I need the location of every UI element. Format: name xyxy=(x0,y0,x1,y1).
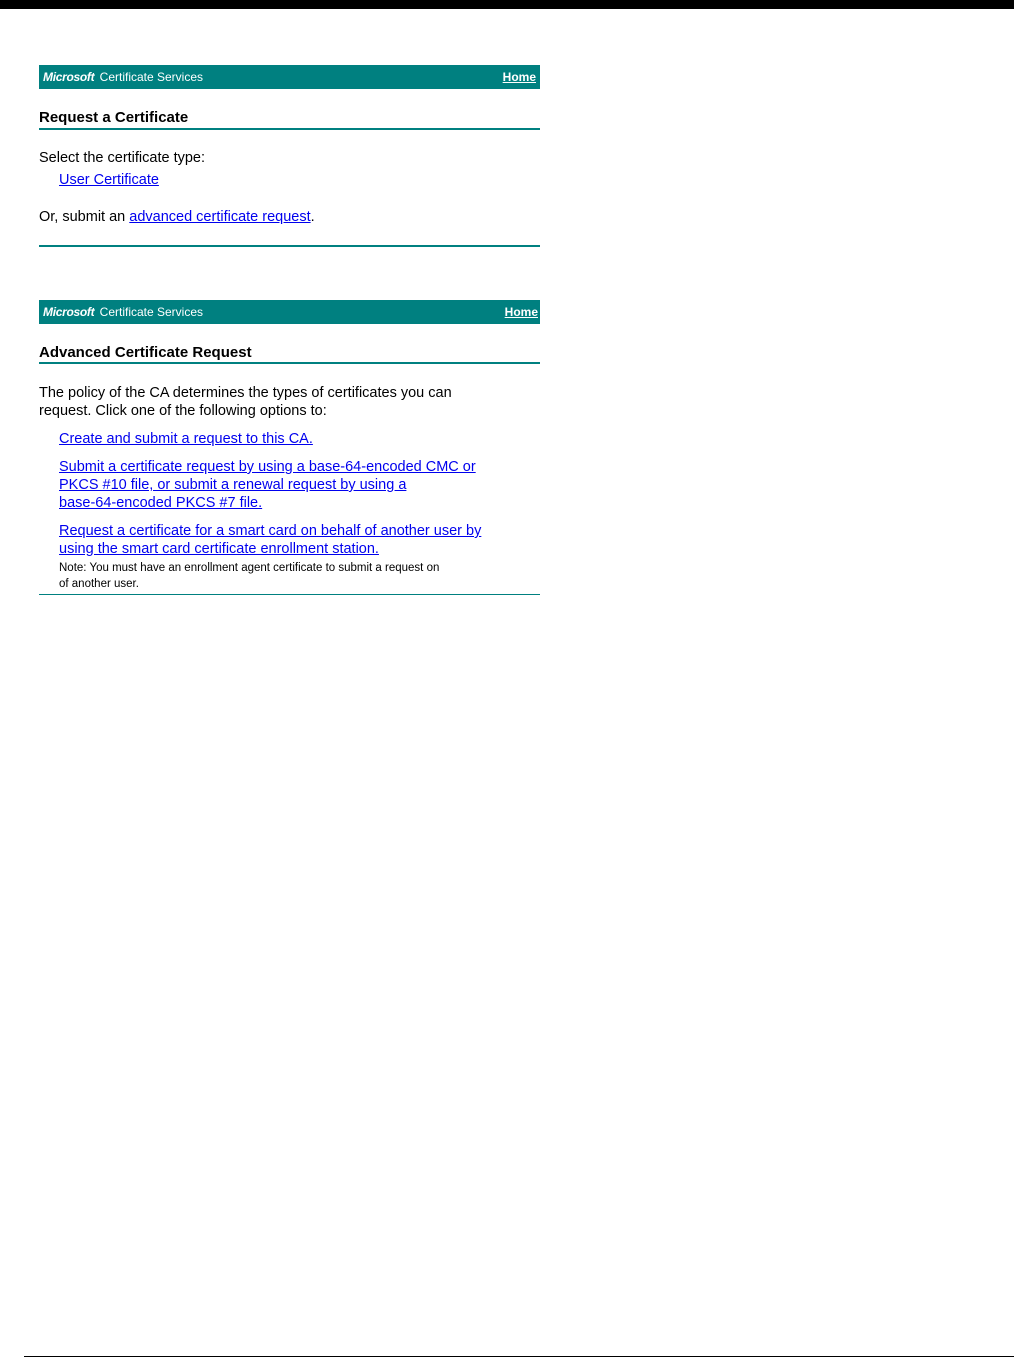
smart-card-link-line-1[interactable]: Request a certificate for a smart card on behalf of another user by xyxy=(59,523,482,539)
advanced-prefix: Or, submit an xyxy=(39,209,130,225)
note-line-2: of another user. xyxy=(59,578,139,590)
user-certificate-link[interactable]: User Certificate xyxy=(59,172,159,188)
create-request-link[interactable]: Create and submit a request to this CA. xyxy=(59,431,313,447)
home-link[interactable]: Home xyxy=(504,305,538,319)
advanced-suffix: . xyxy=(310,209,315,225)
title-divider xyxy=(39,362,540,364)
submit-request-link-line-1[interactable]: Submit a certificate request by using a base-64-encoded CMC or xyxy=(59,459,476,475)
submit-request-link-line-2[interactable]: PKCS #10 file, or submit a renewal request by using a xyxy=(59,477,407,493)
brand-name: Microsoft xyxy=(43,305,95,319)
request-certificate-panel xyxy=(39,65,540,247)
intro-line-1: The policy of the CA determines the types of certificates you can xyxy=(39,385,452,401)
home-link[interactable]: Home xyxy=(502,70,536,84)
footer-divider xyxy=(39,594,540,595)
submit-request-link[interactable] xyxy=(59,458,521,514)
product-name: Certificate Services xyxy=(99,305,204,319)
header-banner xyxy=(39,65,540,89)
advanced-request-panel xyxy=(39,300,540,596)
submit-request-link-line-3[interactable]: base-64-encoded PKCS #7 file. xyxy=(59,495,263,511)
intro-line-2: request. Click one of the following options to: xyxy=(39,403,327,419)
brand-title xyxy=(43,70,203,84)
footer-divider xyxy=(39,245,540,247)
header-banner xyxy=(39,300,540,324)
product-name: Certificate Services xyxy=(99,70,204,84)
top-rule xyxy=(0,0,1014,9)
select-type-label: Select the certificate type: xyxy=(39,150,206,166)
bottom-rule xyxy=(24,1356,1014,1357)
advanced-certificate-request-link[interactable]: advanced certificate request xyxy=(129,209,311,225)
brand-title xyxy=(43,305,203,319)
page-title: Advanced Certificate Request xyxy=(39,344,252,361)
page-title: Request a Certificate xyxy=(39,109,189,126)
smart-card-link-line-2[interactable]: using the smart card certificate enrollment station. xyxy=(59,541,379,557)
note-line-1: Note: You must have an enrollment agent certificate to submit a request on xyxy=(59,562,440,574)
smart-card-request-link[interactable] xyxy=(59,522,521,560)
enrollment-note xyxy=(59,560,521,594)
title-divider xyxy=(39,128,540,130)
advanced-request-sentence xyxy=(39,208,315,226)
brand-name: Microsoft xyxy=(43,70,95,84)
